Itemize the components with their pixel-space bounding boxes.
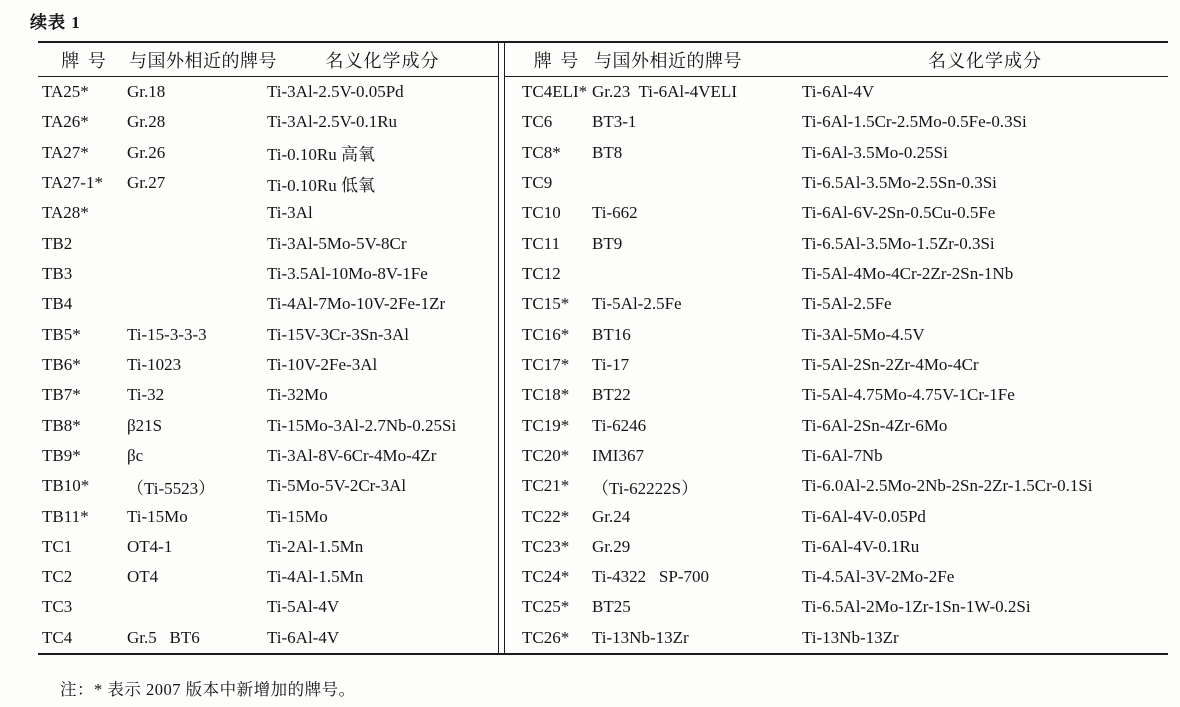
table-row bbox=[38, 623, 498, 653]
grade-cell: TC4ELI* bbox=[522, 82, 588, 102]
left-header-row bbox=[38, 43, 498, 77]
grade-cell: TC6 bbox=[522, 112, 553, 132]
grade-cell: TB3 bbox=[42, 264, 73, 284]
foreign-grade-cell: Ti-5Al-2.5Fe bbox=[592, 294, 682, 314]
grade-cell: TC1 bbox=[42, 536, 73, 556]
foreign-grade-cell: Gr.5 BT6 bbox=[127, 627, 200, 647]
column-header-foreign: 与国外相近的牌号 bbox=[594, 50, 742, 71]
foreign-grade-cell: OT4-1 bbox=[127, 536, 173, 556]
table-row bbox=[505, 562, 1168, 592]
foreign-grade-cell: Ti-6246 bbox=[592, 415, 647, 435]
table-row bbox=[505, 623, 1168, 653]
table-row bbox=[505, 441, 1168, 471]
foreign-grade-cell: Gr.24 bbox=[592, 506, 631, 526]
grade-cell: TB7* bbox=[42, 385, 81, 405]
grade-cell: TC4 bbox=[42, 627, 73, 647]
table-row bbox=[38, 410, 498, 440]
composition-cell: Ti-32Mo bbox=[267, 385, 328, 405]
grade-cell: TC17* bbox=[522, 354, 570, 374]
grade-cell: TC12 bbox=[522, 264, 561, 284]
grade-cell: TA28* bbox=[42, 203, 89, 223]
grade-cell: TB4 bbox=[42, 294, 73, 314]
grade-cell: TC21* bbox=[522, 476, 570, 496]
composition-cell: Ti-6Al-2Sn-4Zr-6Mo bbox=[802, 415, 948, 435]
composition-cell: Ti-6Al-4V-0.05Pd bbox=[802, 506, 926, 526]
composition-cell: Ti-6Al-4V bbox=[802, 82, 875, 102]
foreign-grade-cell: Ti-662 bbox=[592, 203, 638, 223]
foreign-grade-cell: Gr.28 bbox=[127, 112, 166, 132]
composition-cell: Ti-4Al-1.5Mn bbox=[267, 567, 364, 587]
table-row bbox=[38, 320, 498, 350]
table-row bbox=[38, 592, 498, 622]
table-row bbox=[38, 350, 498, 380]
composition-cell: Ti-5Mo-5V-2Cr-3Al bbox=[267, 476, 407, 496]
right-table-body bbox=[505, 77, 1168, 653]
foreign-grade-cell: Ti-4322 SP-700 bbox=[592, 567, 709, 587]
composition-cell: Ti-6.0Al-2.5Mo-2Nb-2Sn-2Zr-1.5Cr-0.1Si bbox=[802, 476, 1093, 496]
table-row bbox=[38, 198, 498, 228]
composition-cell: Ti-0.10Ru 高氧 bbox=[267, 145, 376, 165]
grade-cell: TC16* bbox=[522, 324, 570, 344]
foreign-grade-cell: Gr.23 Ti-6Al-4VELI bbox=[592, 82, 737, 102]
composition-cell: Ti-3Al-5Mo-4.5V bbox=[802, 324, 925, 344]
composition-cell: Ti-10V-2Fe-3Al bbox=[267, 354, 378, 374]
right-header-row bbox=[505, 43, 1168, 77]
table-row bbox=[505, 289, 1168, 319]
composition-cell: Ti-6Al-7Nb bbox=[802, 445, 883, 465]
composition-cell: Ti-6.5Al-3.5Mo-2.5Sn-0.3Si bbox=[802, 173, 997, 193]
composition-cell: Ti-5Al-4Mo-4Cr-2Zr-2Sn-1Nb bbox=[802, 264, 1014, 284]
composition-cell: Ti-15Mo-3Al-2.7Nb-0.25Si bbox=[267, 415, 457, 435]
table-row bbox=[38, 259, 498, 289]
foreign-grade-cell: Gr.27 bbox=[127, 173, 166, 193]
table-row bbox=[38, 289, 498, 319]
composition-cell: Ti-6.5Al-2Mo-1Zr-1Sn-1W-0.2Si bbox=[802, 597, 1031, 617]
table-title: 续表 1 bbox=[30, 13, 81, 32]
table-row bbox=[505, 501, 1168, 531]
foreign-grade-cell: Gr.18 bbox=[127, 82, 166, 102]
foreign-grade-cell: IMI367 bbox=[592, 445, 644, 465]
composition-cell: Ti-5Al-4V bbox=[267, 597, 340, 617]
table-left-half bbox=[38, 43, 498, 653]
grade-cell: TC23* bbox=[522, 536, 570, 556]
composition-cell: Ti-2Al-1.5Mn bbox=[267, 536, 364, 556]
left-table-body bbox=[38, 77, 498, 653]
grade-cell: TC8* bbox=[522, 142, 561, 162]
grade-cell: TC18* bbox=[522, 385, 570, 405]
grade-cell: TA26* bbox=[42, 112, 89, 132]
grade-cell: TC3 bbox=[42, 597, 73, 617]
foreign-grade-cell: BT22 bbox=[592, 385, 631, 405]
foreign-grade-cell: Ti-15Mo bbox=[127, 506, 188, 526]
table-row bbox=[38, 138, 498, 168]
grade-cell: TA27* bbox=[42, 142, 89, 162]
grade-cell: TC22* bbox=[522, 506, 570, 526]
foreign-grade-cell: Ti-15-3-3-3 bbox=[127, 324, 207, 344]
composition-cell: Ti-6Al-6V-2Sn-0.5Cu-0.5Fe bbox=[802, 203, 996, 223]
table-row bbox=[505, 77, 1168, 107]
table-right-half bbox=[505, 43, 1168, 653]
grade-cell: TA27-1* bbox=[42, 173, 103, 193]
table-row bbox=[38, 471, 498, 501]
table-row bbox=[38, 168, 498, 198]
grade-cell: TB6* bbox=[42, 354, 81, 374]
foreign-grade-cell: BT9 bbox=[592, 233, 623, 253]
grade-cell: TC10 bbox=[522, 203, 561, 223]
foreign-grade-cell: Ti-17 bbox=[592, 354, 630, 374]
column-header-composition: 名义化学成分 bbox=[928, 50, 1042, 71]
column-header-grade: 牌 号 bbox=[533, 50, 581, 71]
foreign-grade-cell: βc bbox=[127, 445, 144, 465]
composition-cell: Ti-3Al-2.5V-0.05Pd bbox=[267, 82, 404, 102]
foreign-grade-cell: Ti-1023 bbox=[127, 354, 182, 374]
composition-cell: Ti-3Al-2.5V-0.1Ru bbox=[267, 112, 398, 132]
table-row bbox=[38, 380, 498, 410]
composition-cell: Ti-6Al-4V-0.1Ru bbox=[802, 536, 920, 556]
foreign-grade-cell: β21S bbox=[127, 415, 163, 435]
grade-cell: TB11* bbox=[42, 506, 89, 526]
alloy-grade-table bbox=[38, 41, 1168, 655]
grade-cell: TC20* bbox=[522, 445, 570, 465]
composition-cell: Ti-5Al-2.5Fe bbox=[802, 294, 892, 314]
grade-cell: TC19* bbox=[522, 415, 570, 435]
foreign-grade-cell: Ti-13Nb-13Zr bbox=[592, 627, 689, 647]
foreign-grade-cell: Ti-32 bbox=[127, 385, 165, 405]
grade-cell: TC26* bbox=[522, 627, 570, 647]
table-row bbox=[38, 441, 498, 471]
composition-cell: Ti-4.5Al-3V-2Mo-2Fe bbox=[802, 567, 955, 587]
table-row bbox=[505, 471, 1168, 501]
composition-cell: Ti-15V-3Cr-3Sn-3Al bbox=[267, 324, 409, 344]
column-header-foreign: 与国外相近的牌号 bbox=[129, 50, 277, 71]
grade-cell: TB8* bbox=[42, 415, 81, 435]
foreign-grade-cell: （Ti-62222S） bbox=[592, 478, 699, 498]
foreign-grade-cell: OT4 bbox=[127, 567, 159, 587]
grade-cell: TB9* bbox=[42, 445, 81, 465]
table-row bbox=[505, 198, 1168, 228]
column-header-composition: 名义化学成分 bbox=[325, 50, 440, 71]
table-row bbox=[505, 532, 1168, 562]
grade-cell: TC15* bbox=[522, 294, 570, 314]
composition-cell: Ti-6.5Al-3.5Mo-1.5Zr-0.3Si bbox=[802, 233, 995, 253]
table-row bbox=[505, 107, 1168, 137]
foreign-grade-cell: Gr.29 bbox=[592, 536, 631, 556]
table-row bbox=[38, 107, 498, 137]
footnote: 注：* 表示 2007 版本中新增加的牌号。 bbox=[60, 680, 356, 699]
composition-cell: Ti-0.10Ru 低氧 bbox=[267, 175, 376, 195]
grade-cell: TA25* bbox=[42, 82, 89, 102]
composition-cell: Ti-15Mo bbox=[267, 506, 328, 526]
grade-cell: TC24* bbox=[522, 567, 570, 587]
foreign-grade-cell: （Ti-5523） bbox=[127, 478, 216, 498]
composition-cell: Ti-3Al bbox=[267, 203, 313, 223]
foreign-grade-cell: Gr.26 bbox=[127, 142, 166, 162]
composition-cell: Ti-6Al-3.5Mo-0.25Si bbox=[802, 142, 948, 162]
table-row bbox=[505, 320, 1168, 350]
composition-cell: Ti-6Al-1.5Cr-2.5Mo-0.5Fe-0.3Si bbox=[802, 112, 1027, 132]
grade-cell: TB5* bbox=[42, 324, 81, 344]
foreign-grade-cell: BT3-1 bbox=[592, 112, 637, 132]
table-row bbox=[38, 532, 498, 562]
table-row bbox=[505, 168, 1168, 198]
table-row bbox=[505, 592, 1168, 622]
foreign-grade-cell: BT25 bbox=[592, 597, 631, 617]
table-row bbox=[505, 410, 1168, 440]
table-divider bbox=[498, 43, 505, 653]
grade-cell: TC9 bbox=[522, 173, 553, 193]
composition-cell: Ti-3Al-5Mo-5V-8Cr bbox=[267, 233, 407, 253]
composition-cell: Ti-5Al-2Sn-2Zr-4Mo-4Cr bbox=[802, 354, 979, 374]
column-header-grade: 牌 号 bbox=[61, 50, 108, 71]
grade-cell: TB10* bbox=[42, 476, 90, 496]
composition-cell: Ti-6Al-4V bbox=[267, 627, 340, 647]
table-row bbox=[505, 350, 1168, 380]
composition-cell: Ti-4Al-7Mo-10V-2Fe-1Zr bbox=[267, 294, 446, 314]
table-row bbox=[38, 77, 498, 107]
grade-cell: TB2 bbox=[42, 233, 73, 253]
table-row bbox=[38, 562, 498, 592]
composition-cell: Ti-13Nb-13Zr bbox=[802, 627, 899, 647]
table-row bbox=[505, 259, 1168, 289]
table-row bbox=[38, 501, 498, 531]
table-row bbox=[505, 380, 1168, 410]
grade-cell: TC2 bbox=[42, 567, 73, 587]
table-row bbox=[505, 138, 1168, 168]
table-row bbox=[505, 229, 1168, 259]
grade-cell: TC11 bbox=[522, 233, 561, 253]
table-row bbox=[38, 229, 498, 259]
composition-cell: Ti-5Al-4.75Mo-4.75V-1Cr-1Fe bbox=[802, 385, 1015, 405]
composition-cell: Ti-3.5Al-10Mo-8V-1Fe bbox=[267, 264, 428, 284]
foreign-grade-cell: BT16 bbox=[592, 324, 631, 344]
foreign-grade-cell: BT8 bbox=[592, 142, 623, 162]
grade-cell: TC25* bbox=[522, 597, 570, 617]
composition-cell: Ti-3Al-8V-6Cr-4Mo-4Zr bbox=[267, 445, 437, 465]
